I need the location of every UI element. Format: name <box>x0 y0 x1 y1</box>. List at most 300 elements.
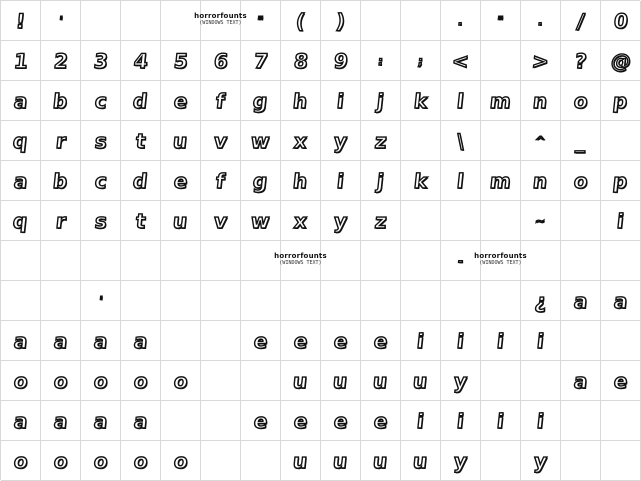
glyph-cell[interactable] <box>321 161 361 201</box>
glyph: m <box>488 168 513 193</box>
glyph-cell[interactable] <box>521 121 561 161</box>
glyph-cell[interactable] <box>1 361 41 401</box>
glyph-cell[interactable] <box>121 121 161 161</box>
glyph: r <box>54 128 67 153</box>
glyph-cell[interactable] <box>121 41 161 81</box>
glyph-cell[interactable] <box>441 321 481 361</box>
glyph-cell[interactable] <box>561 161 601 201</box>
font-logo <box>474 252 527 266</box>
glyph-cell[interactable] <box>521 201 561 241</box>
glyph: o <box>172 368 189 393</box>
glyph: i <box>495 328 506 353</box>
glyph-cell[interactable] <box>441 121 481 161</box>
glyph-cell[interactable] <box>521 81 561 121</box>
font-logo <box>194 12 247 26</box>
glyph-cell[interactable] <box>361 441 401 481</box>
glyph: u <box>412 448 429 473</box>
font-logo-name: horrorfounts <box>194 11 247 20</box>
glyph-cell[interactable] <box>361 121 401 161</box>
glyph: i <box>455 328 466 353</box>
glyph: o <box>52 448 69 473</box>
glyph: g <box>252 168 269 193</box>
glyph-cell[interactable] <box>361 321 401 361</box>
glyph: o <box>92 368 109 393</box>
glyph-cell[interactable] <box>201 81 241 121</box>
glyph: b <box>52 168 69 193</box>
glyph-cell[interactable] <box>361 81 401 121</box>
glyph-cell[interactable] <box>81 121 121 161</box>
glyph-cell[interactable] <box>481 1 521 41</box>
glyph-cell[interactable] <box>441 441 481 481</box>
glyph-cell[interactable] <box>561 241 601 281</box>
glyph: 4 <box>132 48 149 73</box>
glyph-cell[interactable] <box>441 361 481 401</box>
glyph-cell[interactable] <box>281 201 321 241</box>
glyph: e <box>292 408 309 433</box>
glyph: a <box>12 328 29 353</box>
glyph: e <box>172 88 189 113</box>
glyph-cell[interactable] <box>401 121 441 161</box>
glyph: o <box>132 368 149 393</box>
glyph-cell[interactable] <box>481 321 521 361</box>
glyph: ¿ <box>533 288 548 313</box>
glyph-cell[interactable] <box>401 241 441 281</box>
glyph-cell[interactable] <box>201 321 241 361</box>
glyph-cell[interactable] <box>121 321 161 361</box>
glyph: 9 <box>332 48 349 73</box>
glyph-cell[interactable] <box>401 401 441 441</box>
glyph-cell[interactable] <box>481 361 521 401</box>
glyph-cell[interactable] <box>281 121 321 161</box>
glyph-cell[interactable] <box>81 161 121 201</box>
glyph: a <box>612 288 629 313</box>
logo-cell[interactable] <box>194 1 247 41</box>
glyph-cell[interactable] <box>121 81 161 121</box>
glyph: @ <box>609 48 632 73</box>
glyph-cell[interactable] <box>161 81 201 121</box>
logo-cell[interactable] <box>474 241 527 281</box>
glyph-cell[interactable] <box>521 281 561 321</box>
glyph-cell[interactable] <box>561 41 601 81</box>
glyph-cell[interactable] <box>201 161 241 201</box>
glyph-cell[interactable] <box>601 401 641 441</box>
glyph-cell[interactable] <box>401 81 441 121</box>
glyph-cell[interactable] <box>401 201 441 241</box>
glyph: w <box>249 128 271 153</box>
glyph-cell[interactable] <box>601 281 641 321</box>
glyph-cell[interactable] <box>201 121 241 161</box>
glyph: q <box>12 208 29 233</box>
glyph-cell[interactable] <box>81 1 121 41</box>
glyph: u <box>172 208 189 233</box>
glyph-cell[interactable] <box>361 41 401 81</box>
glyph: a <box>12 168 29 193</box>
glyph-cell[interactable] <box>41 161 81 201</box>
glyph: a <box>52 408 69 433</box>
glyph-cell[interactable] <box>201 281 241 321</box>
glyph-cell[interactable] <box>521 161 561 201</box>
glyph-cell[interactable] <box>121 161 161 201</box>
glyph: ( <box>294 8 307 33</box>
glyph-cell[interactable] <box>161 241 201 281</box>
glyph: a <box>12 88 29 113</box>
glyph: l <box>455 168 466 193</box>
glyph-cell[interactable] <box>601 81 641 121</box>
glyph: i <box>495 408 506 433</box>
glyph-cell[interactable] <box>121 241 161 281</box>
glyph: 5 <box>172 48 189 73</box>
glyph-cell[interactable] <box>481 281 521 321</box>
glyph: c <box>93 88 108 113</box>
glyph-cell[interactable] <box>601 1 641 41</box>
glyph: e <box>172 168 189 193</box>
glyph: c <box>93 168 108 193</box>
glyph-cell[interactable] <box>81 201 121 241</box>
glyph-cell[interactable] <box>321 241 361 281</box>
glyph-cell[interactable] <box>201 41 241 81</box>
glyph: n <box>532 168 549 193</box>
glyph: o <box>572 88 589 113</box>
glyph: u <box>292 448 309 473</box>
glyph-cell[interactable] <box>481 121 521 161</box>
glyph: o <box>12 368 29 393</box>
glyph-cell[interactable] <box>41 401 81 441</box>
glyph: . <box>537 13 544 28</box>
glyph-cell[interactable] <box>361 401 401 441</box>
glyph-cell[interactable] <box>321 321 361 361</box>
glyph: e <box>252 408 269 433</box>
glyph: ! <box>14 8 27 33</box>
glyph-cell[interactable] <box>561 441 601 481</box>
glyph-cell[interactable] <box>241 321 281 361</box>
glyph-cell[interactable] <box>81 241 121 281</box>
glyph-cell[interactable] <box>201 441 241 481</box>
glyph-cell[interactable] <box>481 441 521 481</box>
glyph-cell[interactable] <box>41 441 81 481</box>
glyph: h <box>292 88 309 113</box>
glyph-cell[interactable] <box>561 281 601 321</box>
glyph: p <box>612 168 629 193</box>
glyph: d <box>132 168 149 193</box>
glyph-cell[interactable] <box>561 321 601 361</box>
glyph-cell[interactable] <box>161 41 201 81</box>
glyph-cell[interactable] <box>1 401 41 441</box>
glyph-cell[interactable] <box>521 441 561 481</box>
glyph-cell[interactable] <box>1 201 41 241</box>
glyph-cell[interactable] <box>41 1 81 41</box>
glyph-cell[interactable] <box>401 161 441 201</box>
glyph-cell[interactable] <box>401 441 441 481</box>
glyph-cell[interactable] <box>361 1 401 41</box>
glyph-cell[interactable] <box>121 201 161 241</box>
glyph-cell[interactable] <box>441 41 481 81</box>
glyph: 0 <box>612 8 629 33</box>
glyph-cell[interactable] <box>161 161 201 201</box>
glyph-cell[interactable] <box>281 441 321 481</box>
glyph-cell[interactable] <box>281 321 321 361</box>
glyph: e <box>292 328 309 353</box>
glyph-cell[interactable] <box>121 281 161 321</box>
glyph-cell[interactable] <box>81 321 121 361</box>
glyph: i <box>455 408 466 433</box>
glyph: q <box>12 128 29 153</box>
font-logo-name: horrorfounts <box>274 251 327 260</box>
glyph: m <box>488 88 513 113</box>
glyph-cell[interactable] <box>281 81 321 121</box>
glyph-cell[interactable] <box>321 201 361 241</box>
font-logo-sub: (WINDOWS TEXT) <box>199 19 242 26</box>
glyph-cell[interactable] <box>321 121 361 161</box>
glyph-cell[interactable] <box>521 401 561 441</box>
glyph-cell[interactable] <box>321 1 361 41</box>
glyph-cell[interactable] <box>401 1 441 41</box>
glyph: a <box>12 408 29 433</box>
glyph: ) <box>334 8 347 33</box>
glyph-cell[interactable] <box>321 401 361 441</box>
glyph: v <box>212 128 229 153</box>
glyph-cell[interactable] <box>281 161 321 201</box>
glyph: a <box>572 288 589 313</box>
glyph: o <box>12 448 29 473</box>
glyph: b <box>52 88 69 113</box>
glyph-cell[interactable] <box>81 361 121 401</box>
glyph-cell[interactable] <box>321 81 361 121</box>
glyph-cell[interactable] <box>121 1 161 41</box>
glyph-cell[interactable] <box>321 281 361 321</box>
glyph: 3 <box>92 48 109 73</box>
glyph-cell[interactable] <box>161 201 201 241</box>
glyph-cell[interactable] <box>1 281 41 321</box>
glyph: a <box>92 408 109 433</box>
glyph: e <box>372 408 389 433</box>
glyph: l <box>455 88 466 113</box>
glyph-cell[interactable] <box>41 201 81 241</box>
glyph-cell[interactable] <box>601 441 641 481</box>
logo-cell[interactable] <box>274 241 327 281</box>
glyph-cell[interactable] <box>161 361 201 401</box>
glyph: e <box>612 368 629 393</box>
glyph: 1 <box>12 48 29 73</box>
glyph: j <box>375 168 386 193</box>
glyph-cell[interactable] <box>201 201 241 241</box>
glyph: u <box>372 448 389 473</box>
glyph-cell[interactable] <box>561 401 601 441</box>
glyph: f <box>214 168 227 193</box>
glyph-cell[interactable] <box>561 1 601 41</box>
glyph-cell[interactable] <box>161 281 201 321</box>
glyph-cell[interactable] <box>481 41 521 81</box>
glyph-cell[interactable] <box>561 201 601 241</box>
glyph-cell[interactable] <box>81 281 121 321</box>
glyph-cell[interactable] <box>441 281 481 321</box>
glyph: i <box>415 408 426 433</box>
glyph-cell[interactable] <box>281 361 321 401</box>
glyph-cell[interactable] <box>241 281 281 321</box>
glyph-cell[interactable] <box>201 401 241 441</box>
glyph-cell[interactable] <box>81 41 121 81</box>
glyph-cell[interactable] <box>161 401 201 441</box>
glyph-cell[interactable] <box>281 281 321 321</box>
glyph-cell[interactable] <box>41 361 81 401</box>
glyph: p <box>612 88 629 113</box>
glyph: ' <box>57 13 64 28</box>
glyph-cell[interactable] <box>241 1 281 41</box>
glyph-cell[interactable] <box>321 41 361 81</box>
glyph-cell[interactable] <box>241 161 281 201</box>
glyph-cell[interactable] <box>601 241 641 281</box>
glyph-cell[interactable] <box>41 81 81 121</box>
glyph: y <box>332 208 349 233</box>
glyph-cell[interactable] <box>481 161 521 201</box>
glyph: \ <box>455 128 466 153</box>
glyph: x <box>292 208 309 233</box>
glyph-cell[interactable] <box>361 201 401 241</box>
glyph: i <box>335 88 346 113</box>
glyph-cell[interactable] <box>441 81 481 121</box>
glyph: k <box>412 168 429 193</box>
glyph-cell[interactable] <box>401 321 441 361</box>
glyph-cell[interactable] <box>481 201 521 241</box>
glyph-cell[interactable] <box>161 441 201 481</box>
glyph-cell[interactable] <box>601 161 641 201</box>
glyph-cell[interactable] <box>481 81 521 121</box>
glyph: h <box>292 168 309 193</box>
glyph-cell[interactable] <box>121 361 161 401</box>
glyph: u <box>292 368 309 393</box>
glyph-cell[interactable] <box>1 1 41 41</box>
glyph-cell[interactable] <box>601 201 641 241</box>
glyph: a <box>132 328 149 353</box>
glyph-cell[interactable] <box>161 321 201 361</box>
glyph-cell[interactable] <box>1 41 41 81</box>
glyph-cell[interactable] <box>201 241 241 281</box>
glyph-cell[interactable] <box>521 361 561 401</box>
glyph-cell[interactable] <box>401 41 441 81</box>
glyph-cell[interactable] <box>441 201 481 241</box>
glyph: : <box>377 53 384 68</box>
glyph-cell[interactable] <box>321 441 361 481</box>
glyph: t <box>134 208 147 233</box>
glyph-cell[interactable] <box>81 401 121 441</box>
glyph-cell[interactable] <box>401 281 441 321</box>
glyph-cell[interactable] <box>41 41 81 81</box>
glyph-cell[interactable] <box>561 81 601 121</box>
glyph-cell[interactable] <box>561 361 601 401</box>
glyph: x <box>292 128 309 153</box>
glyph: u <box>332 448 349 473</box>
glyph-cell[interactable] <box>441 1 481 41</box>
font-logo-sub: (WINDOWS TEXT) <box>479 259 522 266</box>
glyph-cell[interactable] <box>601 121 641 161</box>
glyph: 8 <box>292 48 309 73</box>
glyph-cell[interactable] <box>201 361 241 401</box>
glyph-cell[interactable] <box>281 1 321 41</box>
glyph: ~ <box>534 213 547 228</box>
glyph: s <box>93 128 108 153</box>
glyph: y <box>332 128 349 153</box>
glyph-cell[interactable] <box>241 81 281 121</box>
glyph-cell[interactable] <box>281 401 321 441</box>
glyph-cell[interactable] <box>441 401 481 441</box>
glyph-cell[interactable] <box>241 41 281 81</box>
glyph-cell[interactable] <box>121 441 161 481</box>
glyph-cell[interactable] <box>41 321 81 361</box>
glyph: 7 <box>252 48 269 73</box>
glyph-cell[interactable] <box>1 441 41 481</box>
glyph-cell[interactable] <box>121 401 161 441</box>
glyph-cell[interactable] <box>1 121 41 161</box>
glyph-cell[interactable] <box>1 321 41 361</box>
glyph-cell[interactable] <box>81 81 121 121</box>
glyph: u <box>372 368 389 393</box>
glyph: e <box>332 408 349 433</box>
glyph-cell[interactable] <box>161 121 201 161</box>
glyph-cell[interactable] <box>241 121 281 161</box>
glyph-cell[interactable] <box>361 281 401 321</box>
glyph-cell[interactable] <box>401 361 441 401</box>
glyph: g <box>252 88 269 113</box>
glyph: j <box>375 88 386 113</box>
glyph: . <box>457 13 464 28</box>
glyph-cell[interactable] <box>241 201 281 241</box>
font-logo <box>274 252 327 266</box>
glyph-cell[interactable] <box>281 41 321 81</box>
glyph-cell[interactable] <box>1 81 41 121</box>
glyph: / <box>575 8 586 33</box>
glyph-cell[interactable] <box>1 161 41 201</box>
glyph: z <box>373 128 388 153</box>
glyph: o <box>172 448 189 473</box>
glyph-cell[interactable] <box>241 441 281 481</box>
glyph: n <box>532 88 549 113</box>
glyph-cell[interactable] <box>41 281 81 321</box>
glyph-cell[interactable] <box>361 361 401 401</box>
glyph-cell[interactable] <box>1 241 41 281</box>
glyph-cell[interactable] <box>561 121 601 161</box>
glyph-cell[interactable] <box>601 41 641 81</box>
glyph-cell[interactable] <box>361 241 401 281</box>
glyph: ; <box>417 53 424 68</box>
glyph-cell[interactable] <box>241 361 281 401</box>
glyph-cell[interactable] <box>601 361 641 401</box>
glyph-cell[interactable] <box>41 121 81 161</box>
glyph: < <box>450 48 471 73</box>
glyph-cell[interactable] <box>601 321 641 361</box>
glyph-cell[interactable] <box>361 161 401 201</box>
glyph: u <box>412 368 429 393</box>
glyph-cell[interactable] <box>521 41 561 81</box>
glyph-cell[interactable] <box>521 1 561 41</box>
glyph: i <box>415 328 426 353</box>
glyph: a <box>52 328 69 353</box>
glyph-cell[interactable] <box>481 401 521 441</box>
glyph-cell[interactable] <box>41 241 81 281</box>
glyph-cell[interactable] <box>81 441 121 481</box>
glyph: z <box>373 208 388 233</box>
glyph: i <box>335 168 346 193</box>
glyph: e <box>372 328 389 353</box>
glyph-cell[interactable] <box>521 241 561 281</box>
glyph: o <box>52 368 69 393</box>
glyph: a <box>92 328 109 353</box>
glyph-cell[interactable] <box>521 321 561 361</box>
glyph: o <box>92 448 109 473</box>
glyph: w <box>249 208 271 233</box>
glyph: e <box>252 328 269 353</box>
glyph-cell[interactable] <box>321 361 361 401</box>
glyph-cell[interactable] <box>441 161 481 201</box>
glyph-cell[interactable] <box>241 401 281 441</box>
